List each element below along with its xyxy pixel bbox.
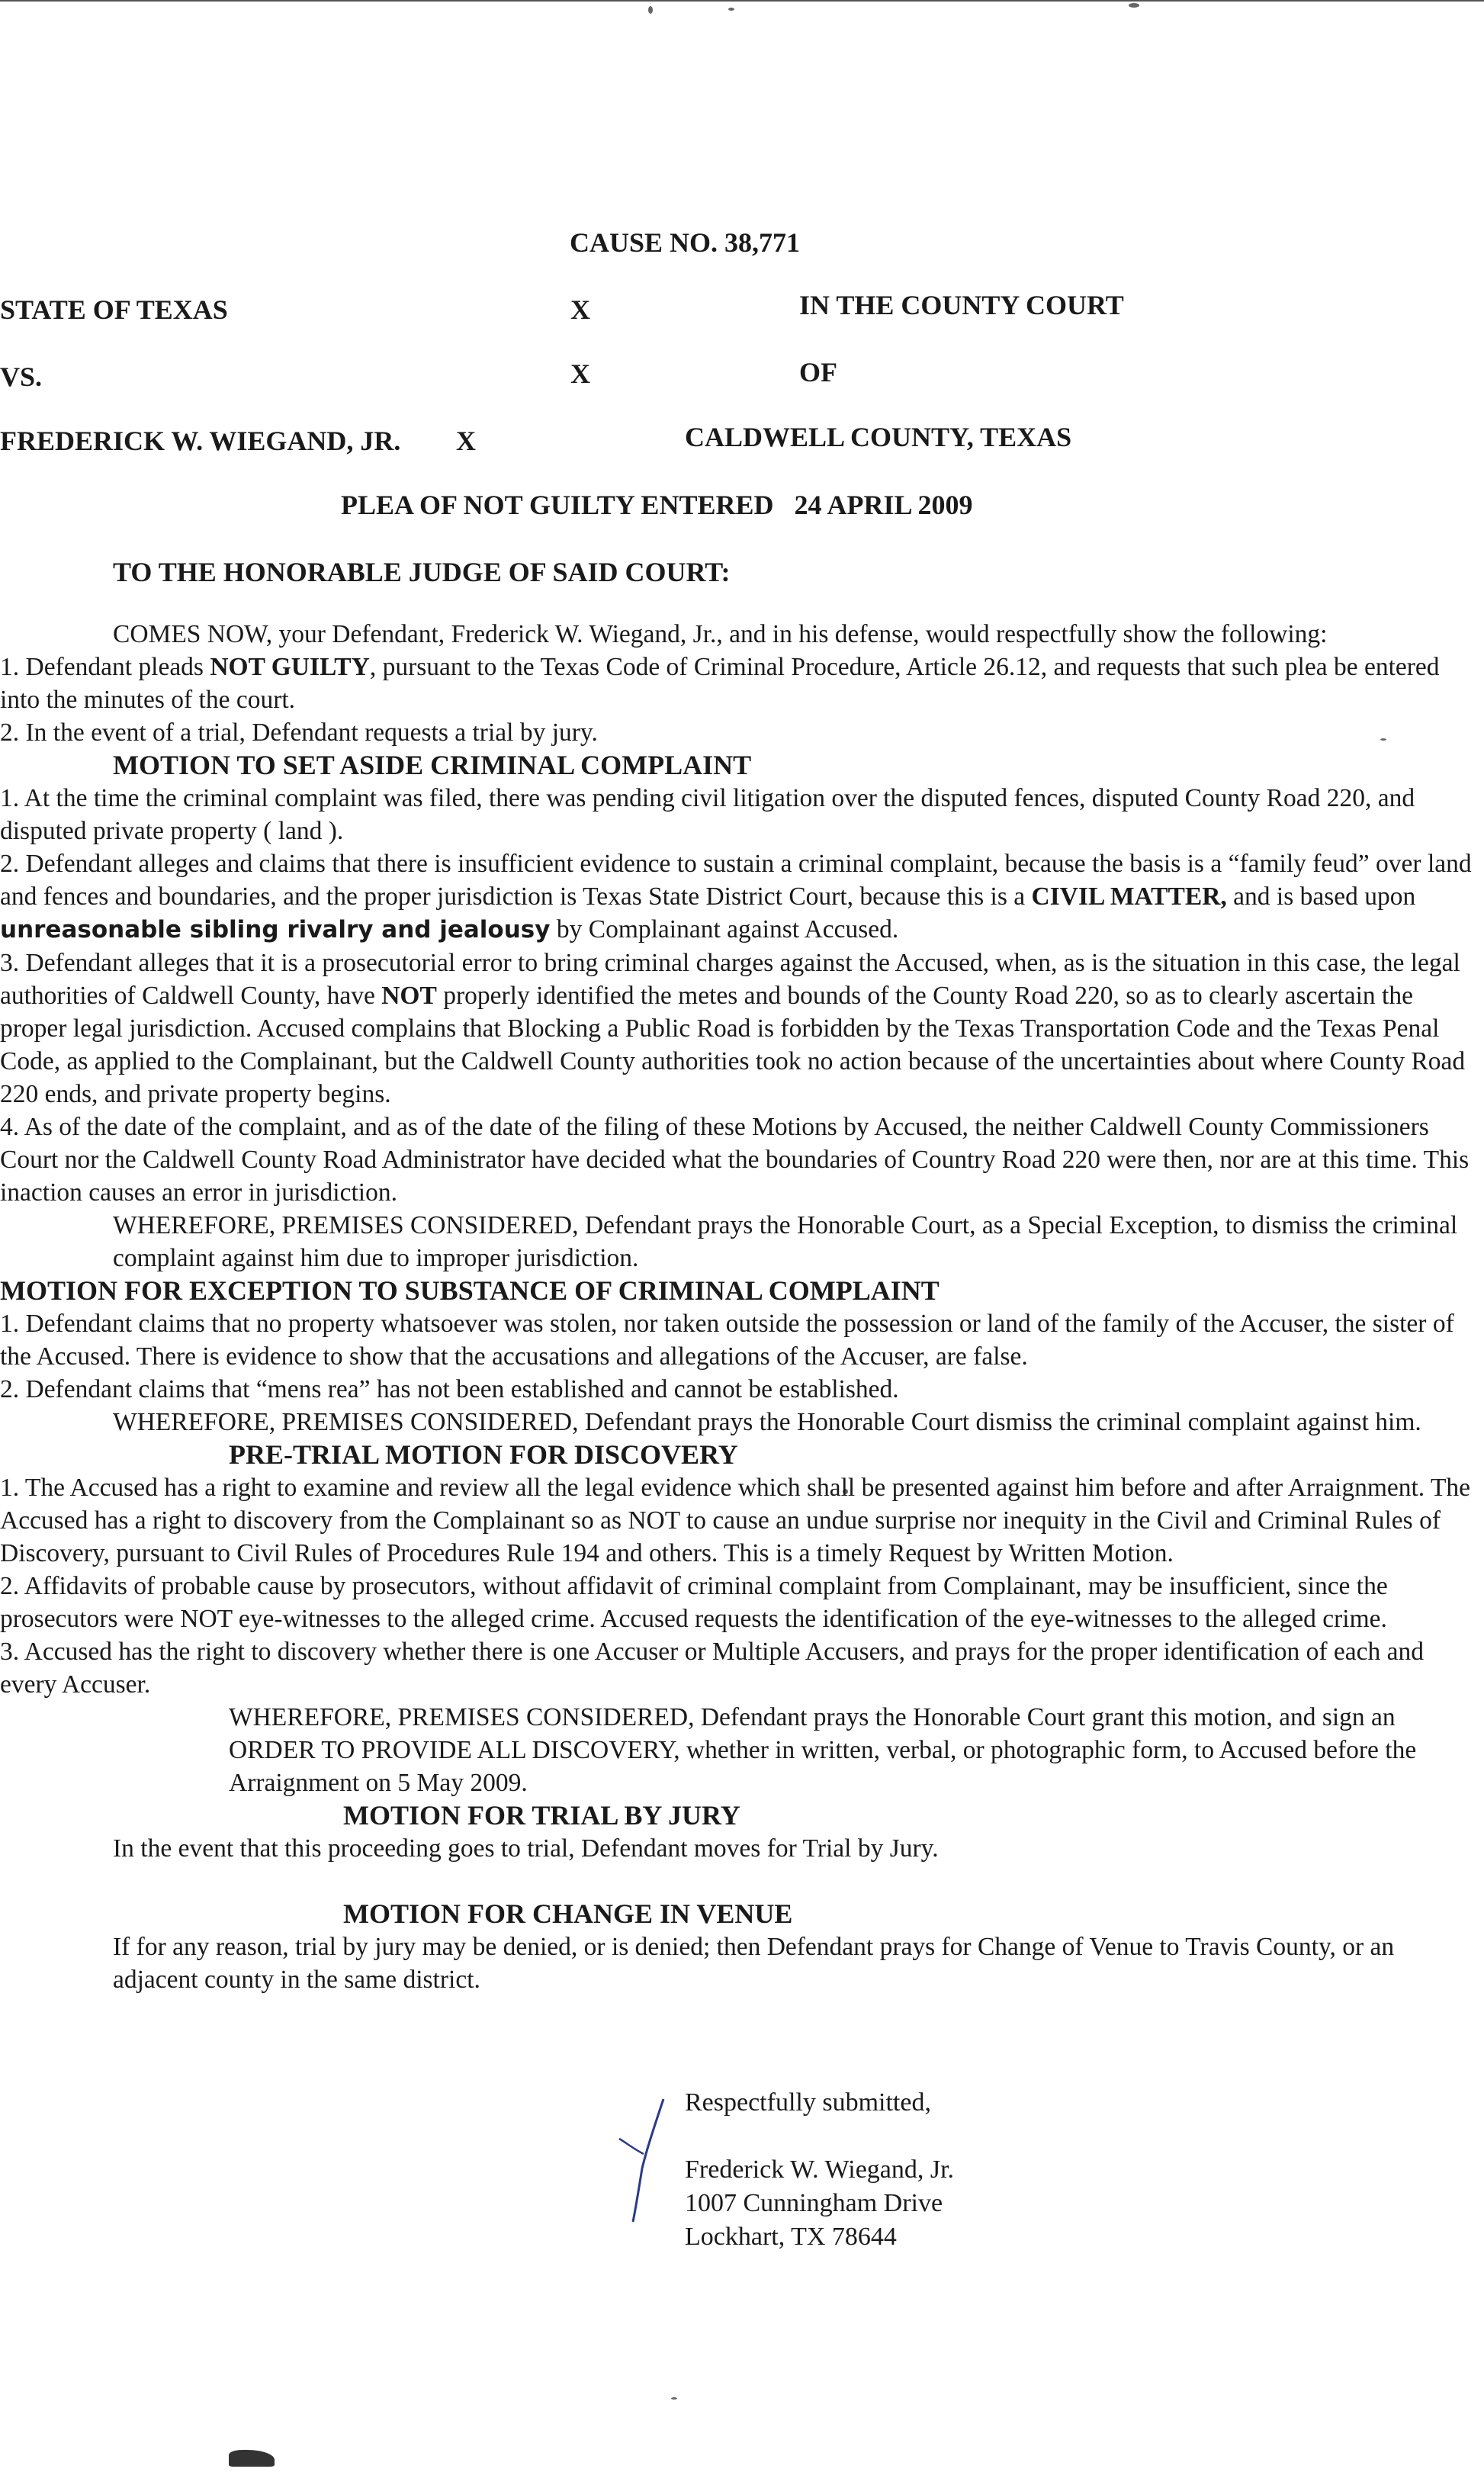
cause-number: CAUSE NO. 38,771 — [570, 227, 801, 258]
section-title-venue: MOTION FOR CHANGE IN VENUE — [343, 1898, 793, 1929]
exception-item-2: 2. Defendant claims that “mens rea” has not been established and cannot be established. — [0, 1375, 899, 1403]
caption-marker: X — [570, 294, 590, 325]
caption-right-line-2: OF — [799, 357, 837, 387]
caption-right-line-1: IN THE COUNTY COURT — [799, 290, 1124, 320]
set-aside-wherefore: WHEREFORE, PREMISES CONSIDERED, Defendant prays the Honorable Court, as a Special Exception, to dismiss the criminal complaint against him due to improper jurisdiction. — [113, 1211, 1458, 1272]
venue-paragraph: If for any reason, trial by jury may be denied, or is denied; then Defendant prays for Change of Venue to Travis County, or an adjacent county in the same district. — [113, 1933, 1395, 1994]
signature-block — [685, 2086, 954, 2254]
caption-marker: X — [456, 426, 476, 456]
salutation: TO THE HONORABLE JUDGE OF SAID COURT: — [113, 557, 731, 587]
spacer — [685, 2120, 954, 2153]
signer-address-line-1: 1007 Cunningham Drive — [685, 2189, 943, 2217]
exception-item-1: 1. Defendant claims that no property whatsoever was stolen, nor taken outside the possession or land of the family of the Accuser, the sister of the Accused. There is evidence to show that the accusations and allegations of the Accuser, are false. — [0, 1310, 1454, 1371]
document-body — [0, 618, 1479, 1996]
comes-now-paragraph: COMES NOW, your Defendant, Frederick W. Wiegand, Jr., and in his defense, would respectfully show the following: — [113, 620, 1328, 648]
section-title-discovery: PRE-TRIAL MOTION FOR DISCOVERY — [229, 1439, 738, 1470]
scan-speck — [648, 6, 653, 14]
scan-blot — [229, 2450, 275, 2467]
discovery-item-2: 2. Affidavits of probable cause by prosecutors, without affidavit of criminal complaint from Complainant, may be insufficient, since the prosecutors were NOT eye-witnesses to the alleged crime. Accused requests the identification of the eye-witnesses to the alleged crime. — [0, 1572, 1388, 1633]
scan-speck — [671, 2397, 677, 2400]
caption-left-line-3: FREDERICK W. WIEGAND, JR. — [0, 426, 401, 456]
discovery-item-3: 3. Accused has the right to discovery whether there is one Accuser or Multiple Accusers, and prays for the proper identification of each and every Accuser. — [0, 1638, 1425, 1699]
caption-marker: X — [570, 358, 590, 389]
intro-item-2: 2. In the event of a trial, Defendant requests a trial by jury. — [0, 718, 598, 747]
caption-left-line-1: STATE OF TEXAS — [0, 294, 228, 325]
caption-left-line-2: VS. — [0, 362, 43, 392]
signer-address-line-2: Lockhart, TX 78644 — [685, 2223, 897, 2251]
discovery-wherefore: WHEREFORE, PREMISES CONSIDERED, Defendant prays the Honorable Court grant this motion, and sign an ORDER TO PROVIDE ALL DISCOVERY, whether in written, verbal, or photographic form, to Accused before the Arraignment on 5 May 2009. — [229, 1703, 1417, 1797]
signer-name: Frederick W. Wiegand, Jr. — [685, 2155, 955, 2184]
intro-item-1: 1. Defendant pleads NOT GUILTY, pursuant to the Texas Code of Criminal Procedure, Article 26.12, and requests that such plea be entered into the minutes of the court. — [0, 653, 1440, 714]
section-title-set-aside: MOTION TO SET ASIDE CRIMINAL COMPLAINT — [113, 750, 752, 780]
section-title-jury: MOTION FOR TRIAL BY JURY — [343, 1800, 740, 1831]
set-aside-item-2: 2. Defendant alleges and claims that there is insufficient evidence to sustain a criminal complaint, because the basis is a “family feud” over land and fences and boundaries, and the proper jurisdiction is Texas State District Court, because this is a CIVIL MATTER, and is based upon unreasonable sibling rivalry and jealousy by Complainant against Accused. — [0, 850, 1472, 943]
caption-right-line-3: CALDWELL COUNTY, TEXAS — [685, 422, 1072, 452]
section-title-exception: MOTION FOR EXCEPTION TO SUBSTANCE OF CRIMINAL COMPLAINT — [0, 1275, 940, 1306]
plea-entered-heading: PLEA OF NOT GUILTY ENTERED 24 APRIL 2009 — [341, 490, 973, 520]
discovery-item-1: 1. The Accused has a right to examine and review all the legal evidence which shall be presented against him before and after Arraignment. The Accused has a right to discovery from the Complainant so as NOT to cause an undue surprise nor inequity in the Civil and Criminal Rules of Discovery, pursuant to Civil Rules of Procedures Rule 194 and others. This is a timely Request by Written Motion. — [0, 1474, 1471, 1567]
set-aside-item-1: 1. At the time the criminal complaint was filed, there was pending civil litigation over the disputed fences, disputed County Road 220, and disputed private property ( land ). — [0, 784, 1415, 845]
set-aside-item-3: 3. Defendant alleges that it is a prosecutorial error to bring criminal charges against the Accused, when, as is the situation in this case, the legal authorities of Caldwell County, have NOT properly identified the metes and bounds of the County Road 220, so as to clearly ascertain the proper legal jurisdiction. Accused complains that Blocking a Public Road is forbidden by the Texas Transportation Code and the Texas Penal Code, as applied to the Complainant, but the Caldwell County authorities took no action because of the uncertainties about where County Road 220 ends, and private property begins. — [0, 949, 1466, 1108]
scan-speck — [1129, 3, 1139, 8]
scan-speck — [728, 8, 734, 11]
jury-paragraph: In the event that this proceeding goes to trial, Defendant moves for Trial by Jury. — [113, 1834, 939, 1863]
closing-text: Respectfully submitted, — [685, 2088, 931, 2117]
set-aside-item-4: 4. As of the date of the complaint, and as of the date of the filing of these Motions by Accused, the neither Caldwell County Commissioners Court nor the Caldwell County Road Administrator have decided what the boundaries of Country Road 220 were then, nor are at this time. This inaction causes an error in jurisdiction. — [0, 1113, 1470, 1207]
spacer — [0, 1865, 1479, 1898]
signature-mark — [616, 2096, 670, 2226]
exception-wherefore: WHEREFORE, PREMISES CONSIDERED, Defendant prays the Honorable Court dismiss the criminal complaint against him. — [113, 1408, 1421, 1436]
scan-edge-line — [0, 0, 1484, 2]
